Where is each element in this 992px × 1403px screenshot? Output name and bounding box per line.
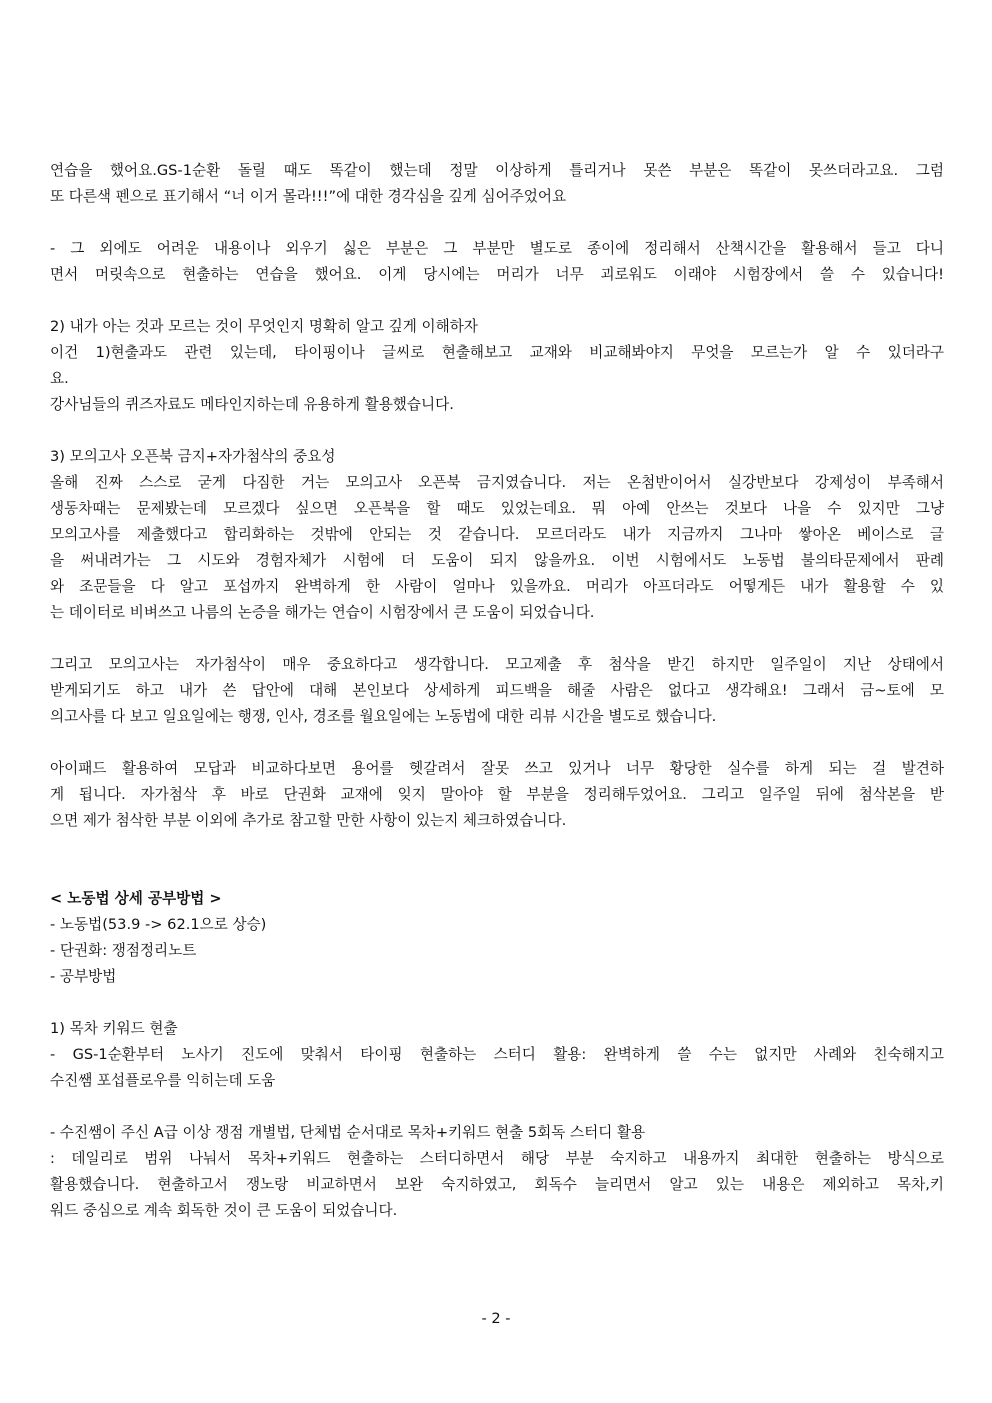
text-line: 이건 1)현출과도 관련 있는데, 타이핑이나 글씨로 현출해보고 교재와 비교해봐야지 무엇을 모르는가 알 수 있더라구 [50, 344, 944, 361]
paragraph-practice [50, 158, 944, 210]
text-line: 강사님들의 퀴즈자료도 메타인지하는데 유용하게 활용했습니다. [50, 396, 454, 413]
list-item: - 노동법(53.9 -> 62.1으로 상승) [50, 916, 267, 933]
text-line: 수진쌤 포섭플로우를 익히는데 도움 [50, 1072, 276, 1089]
text-line: 또 다른색 펜으로 표기해서 “너 이거 몰라!!!”에 대한 경각심을 깊게 심어주었어요 [50, 188, 567, 205]
text-line: 요. [50, 370, 69, 387]
text-line: 올해 진짜 스스로 굳게 다짐한 거는 모의고사 오픈북 금지였습니다. 저는 온첨반이어서 실강반보다 강제성이 부족해서 [50, 474, 944, 491]
text-line: 활용했습니다. 현출하고서 쟁노랑 비교하면서 보완 숙지하였고, 회독수 늘리면서 알고 있는 내용은 제외하고 목차,키 [50, 1176, 944, 1193]
paragraph-keyword-recall [50, 1016, 944, 1094]
paragraph-self-correction [50, 652, 944, 730]
section-heading: 1) 목차 키워드 현출 [50, 1020, 178, 1037]
text-line: 생동차때는 문제봤는데 모르겠다 싶으면 오픈북을 할 때도 있었는데요. 뭐 아예 안쓰는 것보다 나을 수 있지만 그냥 [50, 500, 944, 517]
text-line: 받게되기도 하고 내가 쓴 답안에 대해 본인보다 상세하게 피드백을 해줄 사람은 없다고 생각해요! 그래서 금~토에 모 [50, 682, 944, 699]
paragraph-ipad [50, 756, 944, 834]
text-line: 면서 머릿속으로 현출하는 연습을 했어요. 이게 당시에는 머리가 너무 괴로워도 이래야 시험장에서 쓸 수 있습니다! [50, 266, 944, 283]
section-title: < 노동법 상세 공부방법 > [50, 890, 222, 907]
document-body [50, 158, 944, 1224]
text-line: 연습을 했어요.GS-1순환 돌릴 때도 똑같이 했는데 정말 이상하게 틀리거나 못쓴 부분은 똑같이 못쓰더라고요. 그럼 [50, 162, 944, 179]
paragraph-metacognition [50, 314, 944, 418]
text-line: 는 데이터로 비벼쓰고 나름의 논증을 해가는 연습이 시험장에서 큰 도움이 되었습니다. [50, 604, 595, 621]
page-number: - 2 - [481, 1310, 511, 1327]
list-item: - 공부방법 [50, 968, 117, 985]
list-item: - 단권화: 쟁점정리노트 [50, 942, 197, 959]
text-line: : 데일리로 범위 나눠서 목차+키워드 현출하는 스터디하면서 해당 부분 숙지하고 내용까지 최대한 현출하는 방식으로 [50, 1150, 944, 1167]
paragraph-walk-recall [50, 236, 944, 288]
text-line: 워드 중심으로 계속 회독한 것이 큰 도움이 되었습니다. [50, 1202, 398, 1219]
section-heading: 3) 모의고사 오픈북 금지+자가첨삭의 중요성 [50, 448, 336, 465]
text-line: 게 됩니다. 자가첨삭 후 바로 단권화 교재에 잊지 말아야 할 부분을 정리해두었어요. 그리고 일주일 뒤에 첨삭본을 받 [50, 786, 944, 803]
text-line: 아이패드 활용하여 모답과 비교하다보면 용어를 헷갈려서 잘못 쓰고 있거나 너무 황당한 실수를 하게 되는 걸 발견하 [50, 760, 944, 777]
text-line: 으면 제가 첨삭한 부분 이외에 추가로 참고할 만한 사항이 있는지 체크하였습니다. [50, 812, 567, 829]
labor-law-summary [50, 912, 944, 990]
paragraph-mock-exam [50, 444, 944, 626]
text-line: 와 조문들을 다 알고 포섭까지 완벽하게 한 사람이 얼마나 있을까요. 머리가 아프더라도 어떻게든 내가 활용할 수 있 [50, 578, 944, 595]
text-line: 그리고 모의고사는 자가첨삭이 매우 중요하다고 생각합니다. 모고제출 후 첨삭을 받긴 하지만 일주일이 지난 상태에서 [50, 656, 944, 673]
paragraph-five-rounds [50, 1120, 944, 1224]
text-line: 을 써내려가는 그 시도와 경험자체가 시험에 더 도움이 되지 않을까요. 이번 시험에서도 노동법 불의타문제에서 판례 [50, 552, 944, 569]
text-line: 모의고사를 제출했다고 합리화하는 것밖에 안되는 것 같습니다. 모르더라도 내가 지금까지 그나마 쌓아온 베이스로 글 [50, 526, 944, 543]
section-heading: 2) 내가 아는 것과 모르는 것이 무엇인지 명확히 알고 깊게 이해하자 [50, 318, 478, 335]
text-line: 의고사를 다 보고 일요일에는 행쟁, 인사, 경조를 월요일에는 노동법에 대한 리뷰 시간을 별도로 했습니다. [50, 708, 717, 725]
text-line: - 그 외에도 어려운 내용이나 외우기 싫은 부분은 그 부분만 별도로 종이에 정리해서 산책시간을 활용해서 들고 다니 [50, 240, 944, 257]
text-line: - 수진쌤이 주신 A급 이상 쟁점 개별법, 단체법 순서대로 목차+키워드 현출 5회독 스터디 활용 [50, 1124, 646, 1141]
text-line: - GS-1순환부터 노사기 진도에 맞춰서 타이핑 현출하는 스터디 활용: 완벽하게 쓸 수는 없지만 사례와 친숙해지고 [50, 1046, 944, 1063]
